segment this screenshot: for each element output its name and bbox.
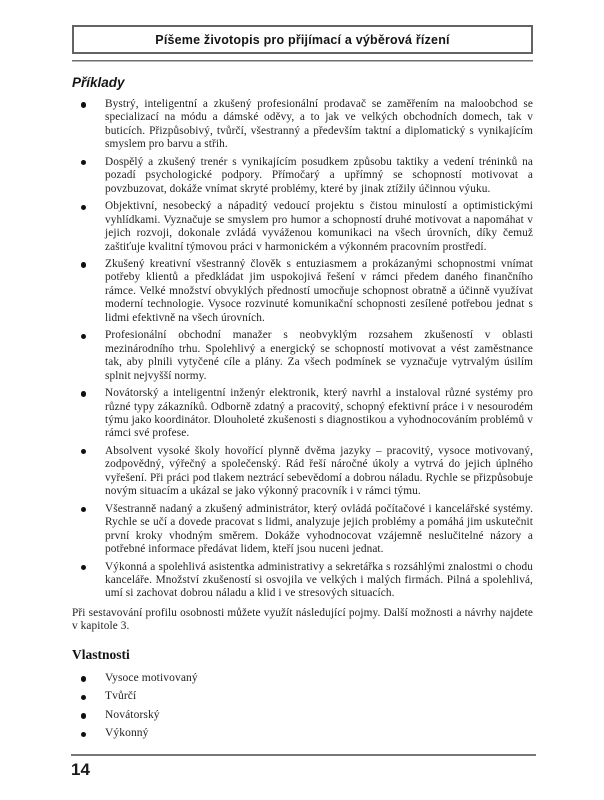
bullet-icon [81,713,86,718]
header-title-box [72,25,533,54]
example-bullet-item [72,98,533,152]
footer-rule [71,754,536,780]
bullet-icon [81,507,86,512]
bullet-text: Novátorský a inteligentní inženýr elektronik, který navrhl a instaloval různé systémy pro různé typy zákazníků. Odborně zdatný a pracovitý, schopný efektivní práce i v nesourodém týmu jako koordinátor. Dlouholeté zkušenosti s diagnostikou a vyhodnocováním problémů v rámci své profese. [105,387,533,440]
bullet-icon [81,334,86,339]
example-bullet-item [72,561,533,601]
bullet-icon [81,102,86,107]
bullet-text: Výkonná a spolehlivá asistentka administrativy a sekretářka s rozsáhlými znalostmi o chodu kanceláře. Množství zkušeností si osvojila ve velkých i malých firmách. Pilná a spolehlivá, umí si zachovat dobrou náladu a klid i ve stresových situacích. [105,560,533,600]
traits-heading: Vlastnosti [72,646,130,662]
header-rule [72,60,533,62]
bullet-text: Profesionální obchodní manažer s neobvyklým rozsahem zkušeností v oblasti mezinárodního trhu. Spolehlivý a energický se schopností motivovat a vést zaměstnance tak, aby plnili vytyčené cíle a plány. Za všech podmínek se vyznačuje vytrvalým úsilím splnit nejvyšší normy. [105,329,533,382]
example-bullet-item [72,387,533,441]
bullet-icon [81,565,86,570]
bullet-icon [81,262,86,267]
header-title: Píšeme životopis pro přijímací a výběrová řízení [155,33,450,47]
bullet-text: Vysoce motivovaný [105,671,198,684]
bullet-text: Tvůrčí [105,690,137,703]
trait-item [72,709,533,723]
trait-item [72,672,533,686]
examples-heading: Příklady [72,75,125,90]
page-number: 14 [71,760,90,779]
bullet-text: Zkušený kreativní všestranný člověk s entuziasmem a prokázanými schopnostmi vnímat potřeby klientů a předkládat jim uspokojivá řešení v rámci předem daného finančního rámce. Velké množství obvyklých předností umocňuje schopnost obratně a účinně využívat moderní technologie. Vysoce rozvinuté komunikační schopnosti zesílené potřebou jednat s lidmi efektivně na všech úrovních. [105,257,533,324]
bullet-text: Výkonný [105,727,149,740]
trait-item [72,690,533,704]
bullet-icon [81,160,86,165]
bullet-text: Dospělý a zkušený trenér s vynikajícím posudkem způsobu taktiky a vedení tréninků na pozadí psychologické podpory. Přímočarý a upřímný se schopností motivovat a povzbuzovat, dokáže vnímat skryté problémy, které by jinak ztížily účinnou výuku. [105,155,533,195]
example-bullet-item [72,445,533,499]
bullet-icon [81,695,86,700]
bullet-icon [81,449,86,454]
example-bullet-item [72,200,533,254]
bullet-text: Bystrý, inteligentní a zkušený profesionální prodavač se zaměřením na maloobchod se specializací na módu a dámské oděvy, a to jak ve velkých obchodních domech, tak v buticích. Přizpůsobivý, tvůrčí, všestranný a především taktní a diplomatický s vynikajícím smyslem pro barvu a střih. [105,98,533,151]
bullet-text: Novátorský [105,708,160,721]
bullet-text: Absolvent vysoké školy hovořící plynně dvěma jazyky – pracovitý, vysoce motivovaný, zodpovědný, výřečný a společenský. Rád řeší náročné úkoly a vytrvá do jejich úplného vyřešení. Při práci pod tlakem neztrácí sebevědomí a dobrou náladu. Rychle se přizpůsobuje novým situacím a ukázal se jako výkonný pracovník i v rámci týmu. [105,444,533,498]
closing-paragraph: Při sestavování profilu osobnosti můžete využít následující pojmy. Další možnosti a návrhy najdete v kapitole 3. [72,606,533,633]
example-bullet-item [72,503,533,557]
example-bullet-item [72,258,533,325]
bullet-text: Všestranně nadaný a zkušený administrátor, který ovládá počítačové i kancelářské systémy. Rychle se učí a dovede pracovat s lidmi, analyzuje jejich problémy a pomáhá jim uskutečnit první kroky vhodným směrem. Dokáže vyhodnocovat vzájemně neslučitelné názory a potřebné informace předávat lidem, kteří jsou nuceni jednat. [105,502,533,556]
bullet-icon [81,391,86,396]
bullet-icon [81,676,86,681]
bullet-icon [81,205,86,210]
example-bullet-item [72,156,533,196]
traits-list [72,672,533,741]
trait-item [72,727,533,741]
bullet-text: Objektivní, nesobecký a nápaditý vedoucí projektu s čistou minulostí a optimistickými vyhlídkami. Vyznačuje se smyslem pro humor a schopností druhé motivovat a napomáhat v jejich rozvoji, dokonale zvládá vyváženou komunikaci na všech úrovních, díky čemuž zaštiťuje kvalitní týmovou práci v harmonickém a výkonném pracovním prostředí. [105,200,533,253]
example-bullet-item [72,329,533,383]
bullet-icon [81,732,86,737]
examples-list [72,98,533,601]
